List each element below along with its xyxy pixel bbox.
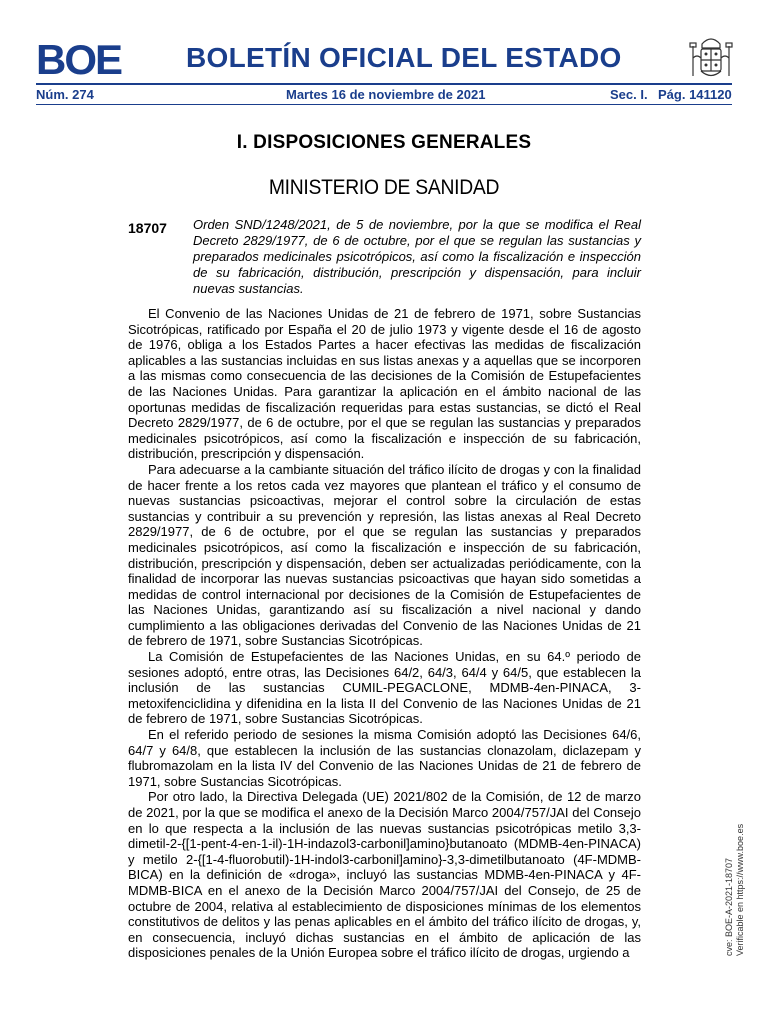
verification-link[interactable]: Verificable en https://www.boe.es [735, 823, 745, 956]
ministry-title: MINISTERIO DE SANIDAD [268, 176, 500, 199]
page-number: Pág. 141120 [658, 87, 732, 102]
paragraph: Por otro lado, la Directiva Delegada (UE) 2021/802 de la Comisión, de 12 de marzo de 2021, por la que se modifica el anexo de la Decisión Marco 2004/757/JAI del Consejo en lo que respecta a la inclusión de las nuevas sustancias psicotrópicas metilo 3,3-dimetil-2-{[1-pent-4-en-1-il)-1H-indazol3-carbonil]amino}butanoato (MDMB-4en-PINACA) y metilo 2-{[1-4-fluorobutil)-1H-indol3-carbonil]amino}-3,3-dimetilbutanoato (4F-MDMB-BICA) en la definición de «droga», incluyó las sustancias MDMB-4en-PINACA y 4F-MDMB-BICA en el anexo de la Decisión Marco 2004/757/JAI del Consejo, de 25 de octubre de 2004, relativa al establecimiento de disposiciones mínimas de los elementos constitutivos de delitos y las penas aplicables en el ámbito del tráfico ilícito de drogas, y, en consecuencia, incluyó dichas sustancias en el ámbito de aplicación de las disposiciones penales de la Unión Europea sobre el tráfico ilícito de drogas, urgiendo a [128, 789, 641, 961]
issue-number: Núm. 274 [36, 87, 94, 102]
cve-code: cve: BOE-A-2021-18707 [724, 857, 734, 956]
boe-logo[interactable] [36, 36, 122, 83]
section-title: I. DISPOSICIONES GENERALES [236, 132, 532, 153]
order-summary: Orden SND/1248/2021, de 5 de noviembre, por la que se modifica el Real Decreto 2829/1977, de 6 de octubre, por el que se regulan las sustancias y preparados medicinales psicotrópicos, así como la fiscalización e inspección de su fabricación, distribución, prescripción y dispensación, para incluir nuevas sustancias. [193, 217, 641, 296]
boe-logo-text: BOE [36, 36, 122, 83]
header-rule-top [36, 83, 732, 85]
gazette-title: BOLETÍN OFICIAL DEL ESTADO [186, 42, 622, 73]
section-label: Sec. I. [610, 87, 648, 102]
header-rule-bottom [36, 104, 732, 105]
paragraph: La Comisión de Estupefacientes de las Naciones Unidas, en su 64.º periodo de sesiones adoptó, entre otras, las Decisiones 64/2, 64/3, 64/4 y 64/5, que establecen la inclusión de las sustancias CUMIL-PEGACLONE, MDMB-4en-PINACA, 3-metoxifenciclidina y difenidina en la lista II del Convenio de las Naciones Unidas de 21 de febrero de 1971, sobre Sustancias Sicotrópicas. [128, 649, 641, 727]
body-text [128, 306, 641, 961]
order-number: 18707 [128, 220, 167, 236]
paragraph: Para adecuarse a la cambiante situación del tráfico ilícito de drogas y con la finalidad de hacer frente a los retos cada vez mayores que plantean el tráfico y el consumo de nuevas sustancias psicoactivas, mejorar el control sobre la circulación de estas sustancias y contribuir a su prevención y represión, las listas anexas al Real Decreto 2829/1977, de 6 de octubre, por el que se regulan las sustancias y preparados medicinales psicotrópicos, así como la fiscalización e inspección de su fabricación, distribución, prescripción y dispensación, deben ser actualizadas periódicamente, con la finalidad de incorporar las nuevas sustancias psicoactivas que hayan sido sometidas a medidas de control internacional por decisiones de la Comisión de Estupefacientes de las Naciones Unidas, garantizando así su fiscalización a nivel nacional y dando cumplimiento a las obligaciones derivadas del Convenio de las Naciones Unidas de 21 de febrero de 1971, sobre Sustancias Sicotrópicas. [128, 461, 641, 649]
paragraph: El Convenio de las Naciones Unidas de 21 de febrero de 1971, sobre Sustancias Sicotrópicas, ratificado por España el 20 de julio 1973 y vigente desde el 16 de agosto de 1976, obliga a los Estados Partes a hacer efectivas las medidas de fiscalización aplicables a las sustancias incluidas en sus listas anexas y a aquellas que se incorporen a las mismas como consecuencia de las decisiones de la Comisión de Estupefacientes de las Naciones Unidas. Para garantizar la aplicación en el ámbito nacional de las oportunas medidas de fiscalización requeridas para estas sustancias, se dictó el Real Decreto 2829/1977, de 6 de octubre, por el que se regulan las sustancias y preparados medicinales psicotrópicos, así como la fiscalización e inspección de su fabricación, distribución, prescripción y dispensación. [128, 306, 641, 462]
paragraph: En el referido periodo de sesiones la misma Comisión adoptó las Decisiones 64/6, 64/7 y 64/8, que establecen la inclusión de las sustancias clonazolam, diclazepam y flubromazolam en la lista IV del Convenio de las Naciones Unidas de 21 de febrero de 1971, sobre Sustancias Sicotrópicas. [128, 727, 641, 789]
coat-of-arms-icon [688, 32, 734, 84]
verification-note [724, 824, 746, 956]
issue-date: Martes 16 de noviembre de 2021 [286, 87, 486, 102]
